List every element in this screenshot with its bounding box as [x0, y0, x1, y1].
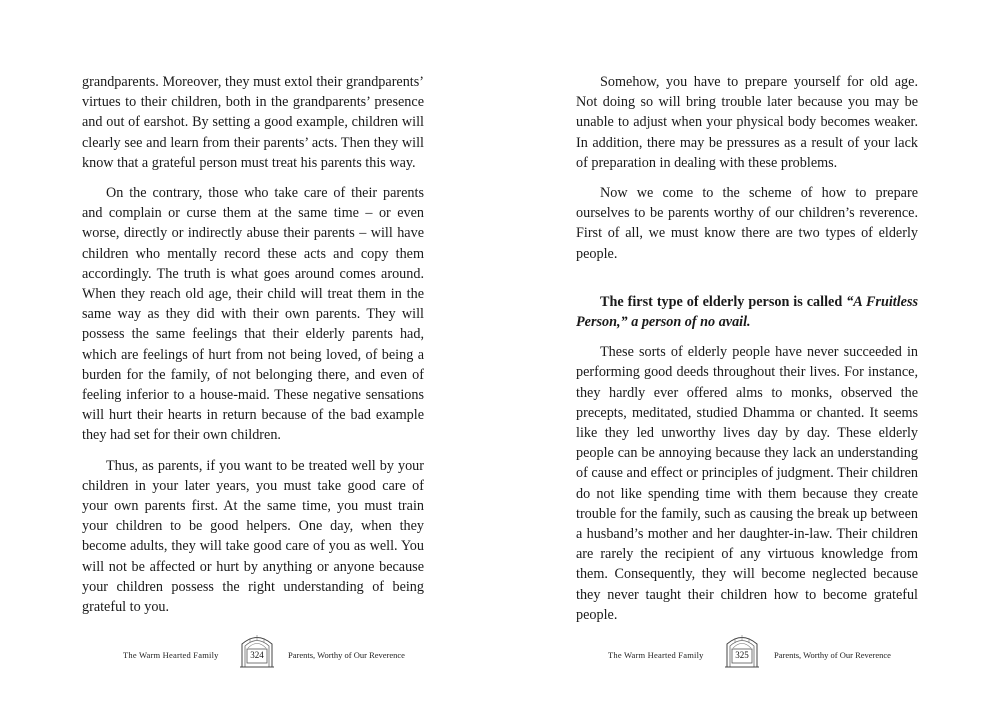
paragraph: These sorts of elderly people have never succeeded in performing good deeds throughout their lives. For instance, they hardly ever offered alms to monks, observed the precepts, meditated, studied Dhamma or chanted. It seems like they led unworthy lives day by day. These elderly people can be annoying because they lack an understanding of cause and effect or principles of judgment. Their children do not like spending time with them because they create trouble for the family, such as causing the break up between a husband’s mother and her daughter-in-law. Their children are rarely the recipient of any virtuous knowledge from them. Consequently, they will become neglected because they never taught their children how to become grateful people. [576, 344, 918, 623]
gate-ornament-icon [238, 630, 276, 668]
paragraph: Somehow, you have to prepare yourself for old age. Not doing so will bring trouble later because you may be unable to adjust when your physical body becomes weaker. In addition, there may be pressures as a result of your lack of preparation in dealing with these problems. [576, 74, 918, 171]
heading-lead: The first type of elderly person is called [600, 293, 847, 310]
paragraph: Now we come to the scheme of how to prepare ourselves to be parents worthy of our children’s reverence. First of all, we must know there are two types of elderly people. [576, 185, 918, 262]
left-page-body [82, 72, 424, 627]
page-number: 324 [250, 650, 264, 660]
right-page-body [576, 72, 918, 635]
chapter-title: Parents, Worthy of Our Reverence [288, 650, 405, 660]
section-heading [576, 292, 918, 332]
right-page-footer [500, 628, 1000, 668]
chapter-title: Parents, Worthy of Our Reverence [774, 650, 891, 660]
page-number: 325 [735, 650, 749, 660]
page-number-badge [238, 630, 276, 668]
book-title: The Warm Hearted Family [608, 650, 704, 660]
page-number-badge [723, 630, 761, 668]
paragraph: On the contrary, those who take care of their parents and complain or curse them at the same time – or even worse, directly or indirectly abuse their parents – will have children who mentally record these acts and copy them accordingly. The truth is what goes around comes around. When they reach old age, their child will treat them in the same way as they did with their own parents. They will possess the same feelings that their elderly parents had, which are feelings of hurt from not being loved, of being a burden for the family, of not belonging there, and even of feeling inferior to a house-maid. These negative sensations will hurt their hearts in return because of the bad example they had set for their own children. [82, 185, 424, 444]
paragraph: Thus, as parents, if you want to be treated well by your children in your later years, you must take good care of your own parents first. At the same time, you must train your children to be good helpers. One day, when they become adults, they will take good care of you as well. You will not be affected or hurt by anything or anyone because your children possess the right understanding of being grateful to you. [82, 457, 424, 616]
paragraph: grandparents. Moreover, they must extol their grandparents’ virtues to their children, both in the grandparents’ presence and out of earshot. By setting a good example, children will clearly see and learn from their parents’ acts. Then they will know that a grateful person must treat his parents this way. [82, 74, 424, 171]
book-title: The Warm Hearted Family [123, 650, 219, 660]
heading-title: “A Fruitless Person,” [576, 293, 918, 331]
heading-tail: a person of no avail. [627, 314, 751, 331]
left-page-footer [0, 628, 500, 668]
gate-ornament-icon [723, 630, 761, 668]
right-page [500, 0, 1000, 707]
